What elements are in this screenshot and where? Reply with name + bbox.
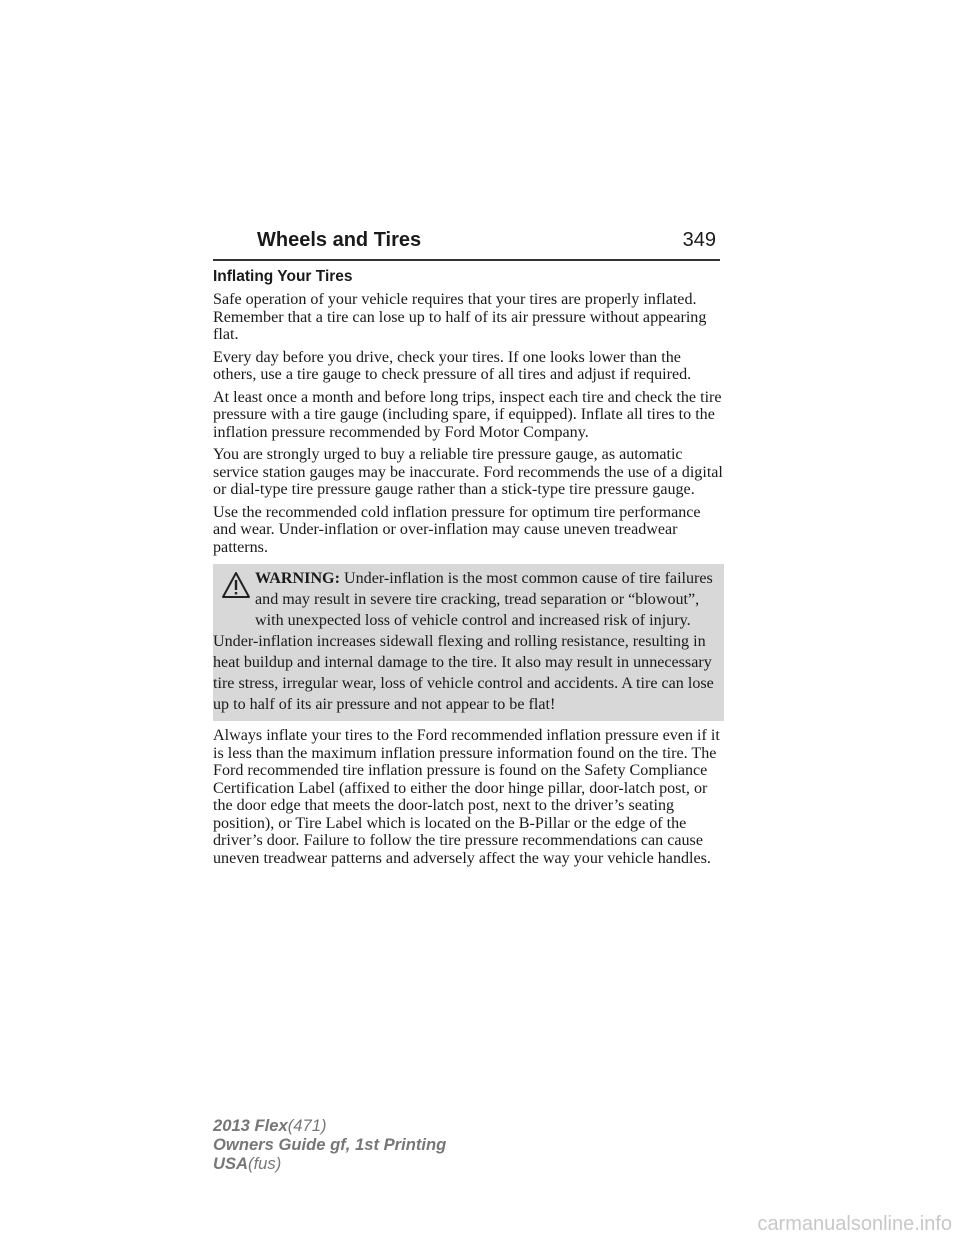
- paragraph: Safe operation of your vehicle requires that your tires are properly inflated. Remember that a tire can lose up to half of its air pressure without appearing flat.: [213, 291, 707, 343]
- warning-triangle-icon: [213, 570, 255, 614]
- footer-model: 2013 Flex: [213, 1116, 288, 1135]
- footer-market: USA: [213, 1154, 249, 1173]
- footer-model-code: (471): [287, 1116, 327, 1135]
- warning-label: WARNING:: [255, 570, 340, 587]
- section-heading: Inflating Your Tires: [213, 268, 353, 285]
- paragraph: Use the recommended cold inflation pressure for optimum tire performance and wear. Under-inflation or over-inflation may cause uneven treadwear patterns.: [213, 503, 701, 556]
- footer-line-3: [213, 1154, 446, 1173]
- paragraph: At least once a month and before long trips, inspect each tire and check the tire pressure with a tire gauge (including spare, if equipped). Inflate all tires to the inflation pressure recommended by Ford Motor Company.: [213, 388, 722, 441]
- paragraph: You are strongly urged to buy a reliable tire pressure gauge, as automatic service station gauges may be inaccurate. Ford recommends the use of a digital or dial-type tire pressure gauge rather than a stick-type tire pressure gauge.: [213, 446, 723, 498]
- section-title: Wheels and Tires: [257, 229, 422, 251]
- footer-line-1: [213, 1116, 446, 1135]
- page-header: [213, 229, 720, 261]
- watermark: carmanualsonline.info: [757, 1213, 952, 1235]
- print-footer: [213, 1116, 446, 1173]
- warning-text: Under-inflation is the most common cause of tire failures and may result in severe tire cracking, tread separation or “blowout”, with unexpected loss of vehicle control and increased risk of injury. Under-inflation increases sidewall flexing and rolling resistance, resulting in heat buildup and internal damage to the tire. It also may result in unnecessary tire stress, irregular wear, loss of vehicle control and accidents. A tire can lose up to half of its air pressure and not appear to be flat!: [213, 570, 714, 713]
- paragraph: Always inflate your tires to the Ford recommended inflation pressure even if it is less than the maximum inflation pressure information found on the tire. The Ford recommended tire inflation pressure is found on the Safety Compliance Certification Label (affixed to either the door hinge pillar, door-latch post, or the door edge that meets the door-latch post, next to the driver’s seating position), or Tire Label which is located on the B-Pillar or the edge of the driver’s door. Failure to follow the tire pressure recommendations can cause uneven treadwear patterns and adversely affect the way your vehicle handles.: [213, 727, 720, 867]
- footer-market-code: (fus): [248, 1154, 282, 1173]
- page-number: 349: [682, 229, 716, 251]
- main-content: [213, 266, 723, 872]
- warning-box: [213, 564, 724, 721]
- paragraph: Every day before you drive, check your tires. If one looks lower than the others, use a tire gauge to check pressure of all tires and adjust if required.: [213, 348, 692, 383]
- footer-line-2: Owners Guide gf, 1st Printing: [213, 1135, 447, 1154]
